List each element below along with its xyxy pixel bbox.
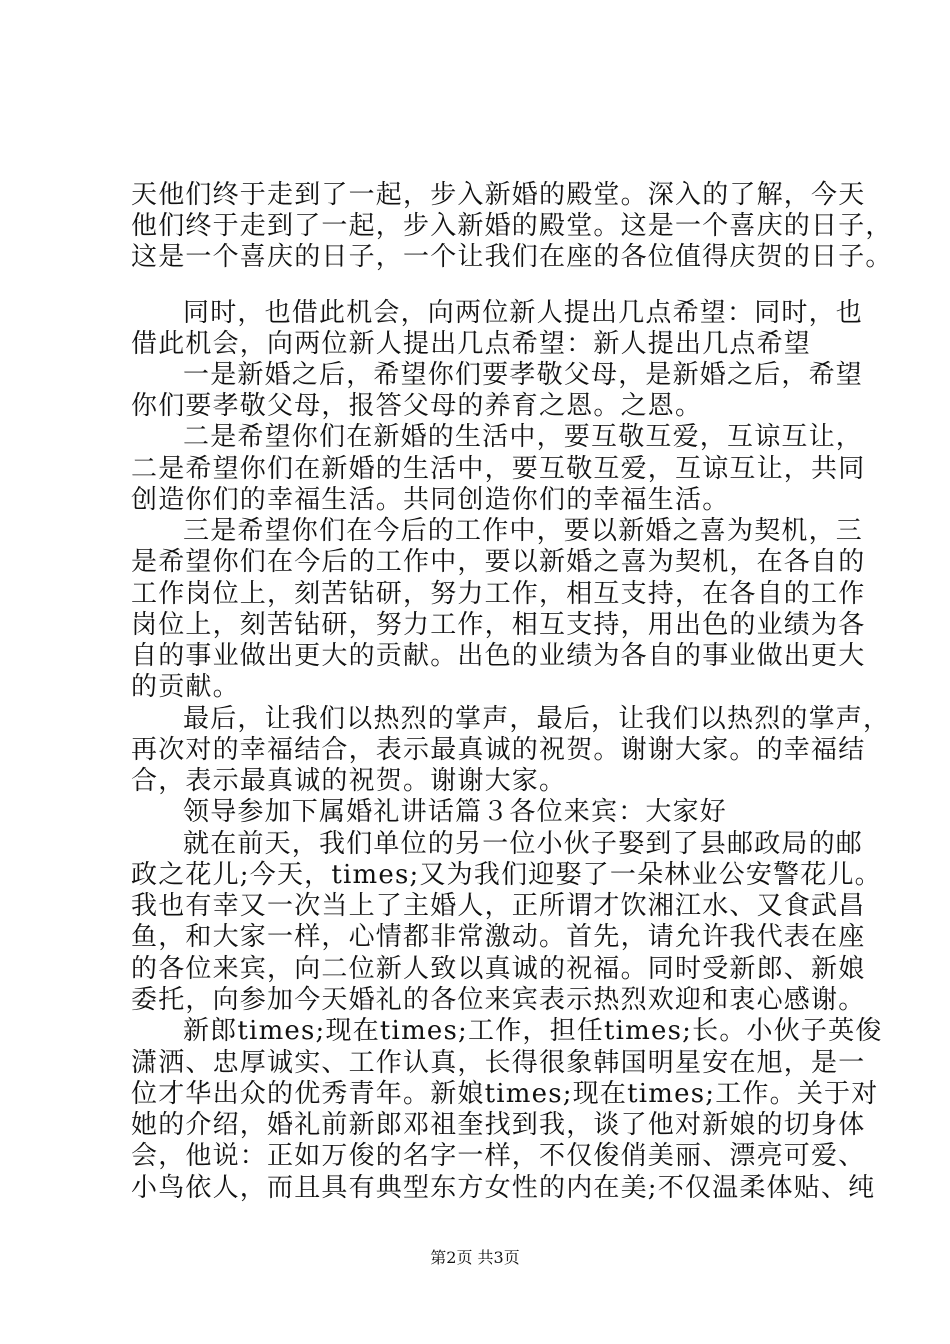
text-line: 会，他说：正如万俊的名字一样，不仅俊俏美丽、漂亮可爱、 bbox=[131, 1141, 866, 1171]
text-line: 一是新婚之后，希望你们要孝敬父母，是新婚之后，希望 bbox=[183, 360, 864, 390]
text-line: 你们要孝敬父母，报答父母的养育之恩。之恩。 bbox=[131, 391, 703, 421]
text-line: 借此机会，向两位新人提出几点希望：新人提出几点希望 bbox=[131, 329, 812, 359]
text-line: 新郎times;现在times;工作，担任times;长。小伙子英俊 bbox=[183, 1016, 883, 1046]
text-line: 二是希望你们在新婚的生活中，要互敬互爱，互谅互让， bbox=[183, 422, 864, 452]
text-line: 合，表示最真诚的祝贺。谢谢大家。 bbox=[131, 766, 567, 796]
text-line: 创造你们的幸福生活。共同创造你们的幸福生活。 bbox=[131, 485, 730, 515]
text-line: 她的介绍，婚礼前新郎邓祖奎找到我，谈了他对新娘的切身体 bbox=[131, 1110, 866, 1140]
text-line: 政之花儿;今天，times;又为我们迎娶了一朵林业公安警花儿。 bbox=[131, 860, 882, 890]
text-line: 再次对的幸福结合，表示最真诚的祝贺。谢谢大家。的幸福结 bbox=[131, 735, 866, 765]
text-line: 委托，向参加今天婚礼的各位来宾表示热烈欢迎和衷心感谢。 bbox=[131, 985, 866, 1015]
text-line: 鱼，和大家一样，心情都非常激动。首先，请允许我代表在座 bbox=[131, 922, 866, 952]
section-heading: 领导参加下属婚礼讲话篇３各位来宾：大家好 bbox=[183, 797, 728, 827]
text-line: 是希望你们在今后的工作中，要以新婚之喜为契机，在各自的 bbox=[131, 547, 866, 577]
text-line: 这是一个喜庆的日子，一个让我们在座的各位值得庆贺的日子。 bbox=[131, 242, 893, 272]
text-line: 最后，让我们以热烈的掌声，最后，让我们以热烈的掌声， bbox=[183, 704, 891, 734]
text-line: 二是希望你们在新婚的生活中，要互敬互爱，互谅互让，共同 bbox=[131, 454, 866, 484]
text-line: 同时，也借此机会，向两位新人提出几点希望：同时，也 bbox=[183, 298, 864, 328]
text-line: 的各位来宾，向二位新人致以真诚的祝福。同时受新郎、新娘 bbox=[131, 954, 866, 984]
text-line: 的贡献。 bbox=[131, 672, 240, 702]
text-line: 岗位上，刻苦钻研，努力工作，相互支持，用出色的业绩为各 bbox=[131, 610, 866, 640]
text-line: 小鸟依人，而且具有典型东方女性的内在美;不仅温柔体贴、纯 bbox=[131, 1173, 876, 1203]
text-line: 三是希望你们在今后的工作中，要以新婚之喜为契机，三 bbox=[183, 516, 864, 546]
text-line: 位才华出众的优秀青年。新娘times;现在times;工作。关于对 bbox=[131, 1079, 879, 1109]
text-line: 天他们终于走到了一起，步入新婚的殿堂。深入的了解，今天 bbox=[131, 180, 866, 210]
text-line: 自的事业做出更大的贡献。出色的业绩为各自的事业做出更大 bbox=[131, 641, 866, 671]
text-line: 我也有幸又一次当上了主婚人，正所谓才饮湘江水、又食武昌 bbox=[131, 891, 866, 921]
text-line: 潇洒、忠厚诚实、工作认真，长得很象韩国明星安在旭，是一 bbox=[131, 1048, 866, 1078]
text-line: 工作岗位上，刻苦钻研，努力工作，相互支持，在各自的工作 bbox=[131, 579, 866, 609]
text-line: 就在前天，我们单位的另一位小伙子娶到了县邮政局的邮 bbox=[183, 829, 864, 859]
page-number-footer: 第2页 共3页 bbox=[430, 1248, 520, 1267]
text-line: 他们终于走到了一起，步入新婚的殿堂。这是一个喜庆的日子， bbox=[131, 211, 893, 241]
